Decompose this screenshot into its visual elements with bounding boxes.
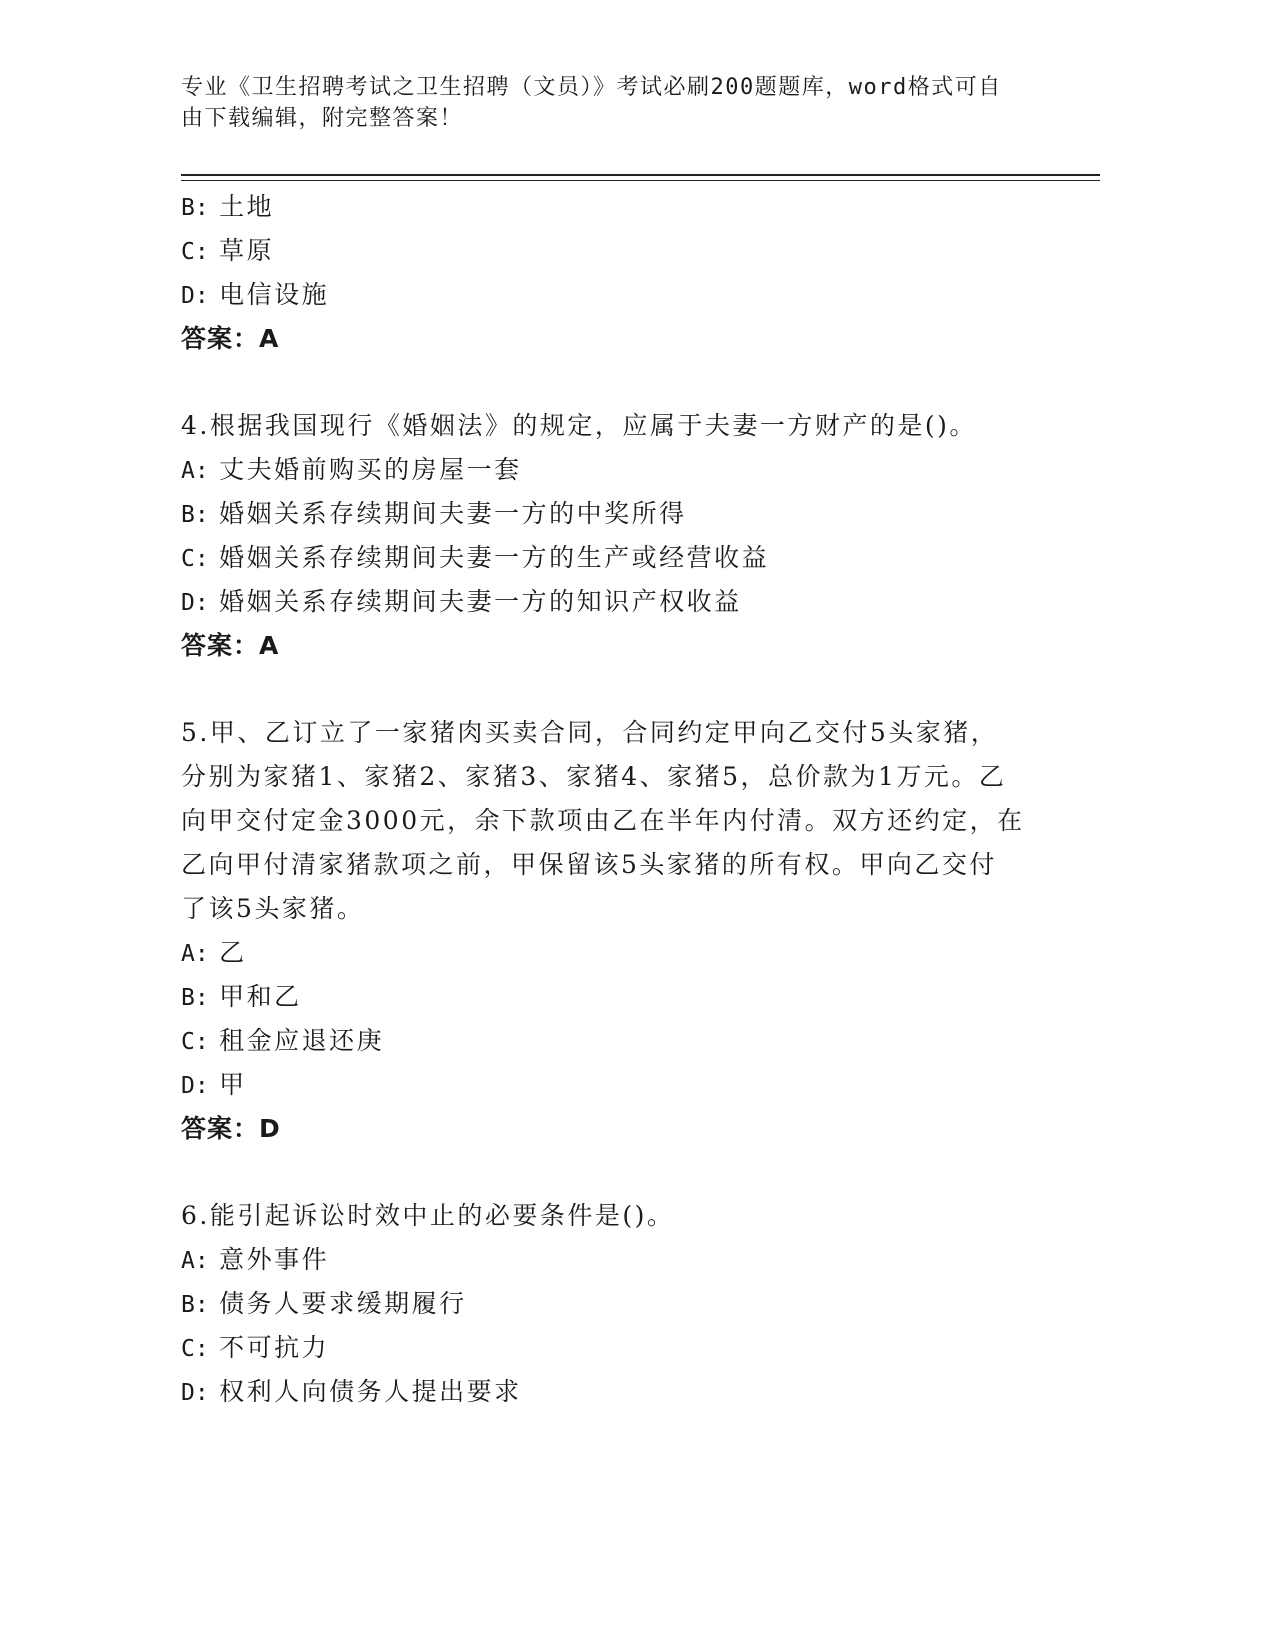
- option-key: D:: [181, 590, 209, 616]
- question-list: [181, 185, 1051, 1414]
- answer-line: 答案：A: [181, 324, 280, 353]
- option-key: B:: [181, 985, 209, 1011]
- option-text: 婚姻关系存续期间夫妻一方的知识产权收益: [219, 587, 742, 616]
- option-text: 丈夫婚前购买的房屋一套: [219, 455, 522, 484]
- option-text: 债务人要求缓期履行: [219, 1289, 467, 1318]
- option-text: 乙: [219, 938, 247, 967]
- question-4: [181, 404, 1051, 668]
- option-key: C:: [181, 239, 209, 265]
- option-c: [181, 1326, 1051, 1370]
- answer-line: 答案：A: [181, 631, 280, 660]
- option-text: 意外事件: [219, 1245, 330, 1274]
- question-stem-line: 向甲交付定金3000元，余下款项由乙在半年内付清。双方还约定，在: [181, 806, 1025, 835]
- option-c: [181, 229, 1051, 273]
- option-key: C:: [181, 1029, 209, 1055]
- option-key: B:: [181, 502, 209, 528]
- spacer: [181, 361, 1051, 404]
- option-text: 不可抗力: [219, 1333, 330, 1362]
- question-5: [181, 711, 1051, 1151]
- option-d: [181, 273, 1051, 317]
- question-stem: 6.能引起诉讼时效中止的必要条件是()。: [181, 1201, 675, 1230]
- header-line-1: 专业《卫生招聘考试之卫生招聘（文员）》考试必刷200题题库，word格式可自: [181, 75, 1002, 100]
- question-stem-line: 分别为家猪1、家猪2、家猪3、家猪4、家猪5，总价款为1万元。乙: [181, 762, 1007, 791]
- option-text: 婚姻关系存续期间夫妻一方的中奖所得: [219, 499, 687, 528]
- question-stem-line: 5.甲、乙订立了一家猪肉买卖合同，合同约定甲向乙交付5头家猪，: [181, 718, 999, 747]
- option-key: C:: [181, 546, 209, 572]
- question-stem: 4.根据我国现行《婚姻法》的规定，应属于夫妻一方财产的是()。: [181, 411, 977, 440]
- answer-line: 答案：D: [181, 1114, 281, 1143]
- option-key: D:: [181, 1380, 209, 1406]
- option-key: A:: [181, 941, 209, 967]
- option-text: 租金应退还庚: [219, 1026, 385, 1055]
- option-text: 甲和乙: [219, 982, 302, 1011]
- option-text: 甲: [219, 1070, 247, 1099]
- header-divider-thin: [181, 180, 1100, 181]
- question-stem-line: 乙向甲付清家猪款项之前，甲保留该5头家猪的所有权。甲向乙交付: [181, 850, 997, 879]
- option-text: 权利人向债务人提出要求: [219, 1377, 522, 1406]
- header-divider-thick: [181, 174, 1100, 176]
- option-key: A:: [181, 1248, 209, 1274]
- option-key: B:: [181, 1292, 209, 1318]
- option-b: [181, 492, 1051, 536]
- option-b: [181, 975, 1051, 1019]
- question-3: [181, 185, 1051, 361]
- spacer: [181, 1151, 1051, 1194]
- option-text: 草原: [219, 236, 275, 265]
- option-key: A:: [181, 458, 209, 484]
- option-a: [181, 448, 1051, 492]
- option-key: B:: [181, 195, 209, 221]
- option-d: [181, 580, 1051, 624]
- option-key: D:: [181, 283, 209, 309]
- option-a: [181, 931, 1051, 975]
- option-c: [181, 536, 1051, 580]
- document-header: [181, 72, 1041, 134]
- option-text: 电信设施: [219, 280, 330, 309]
- option-text: 婚姻关系存续期间夫妻一方的生产或经营收益: [219, 543, 770, 572]
- option-b: [181, 185, 1051, 229]
- option-a: [181, 1238, 1051, 1282]
- option-text: 土地: [219, 192, 275, 221]
- option-c: [181, 1019, 1051, 1063]
- option-b: [181, 1282, 1051, 1326]
- option-key: C:: [181, 1336, 209, 1362]
- question-stem-line: 了该5头家猪。: [181, 894, 365, 923]
- option-key: D:: [181, 1073, 209, 1099]
- spacer: [181, 668, 1051, 711]
- option-d: [181, 1370, 1051, 1414]
- question-6: [181, 1194, 1051, 1414]
- header-line-2: 由下载编辑，附完整答案！: [181, 106, 464, 131]
- option-d: [181, 1063, 1051, 1107]
